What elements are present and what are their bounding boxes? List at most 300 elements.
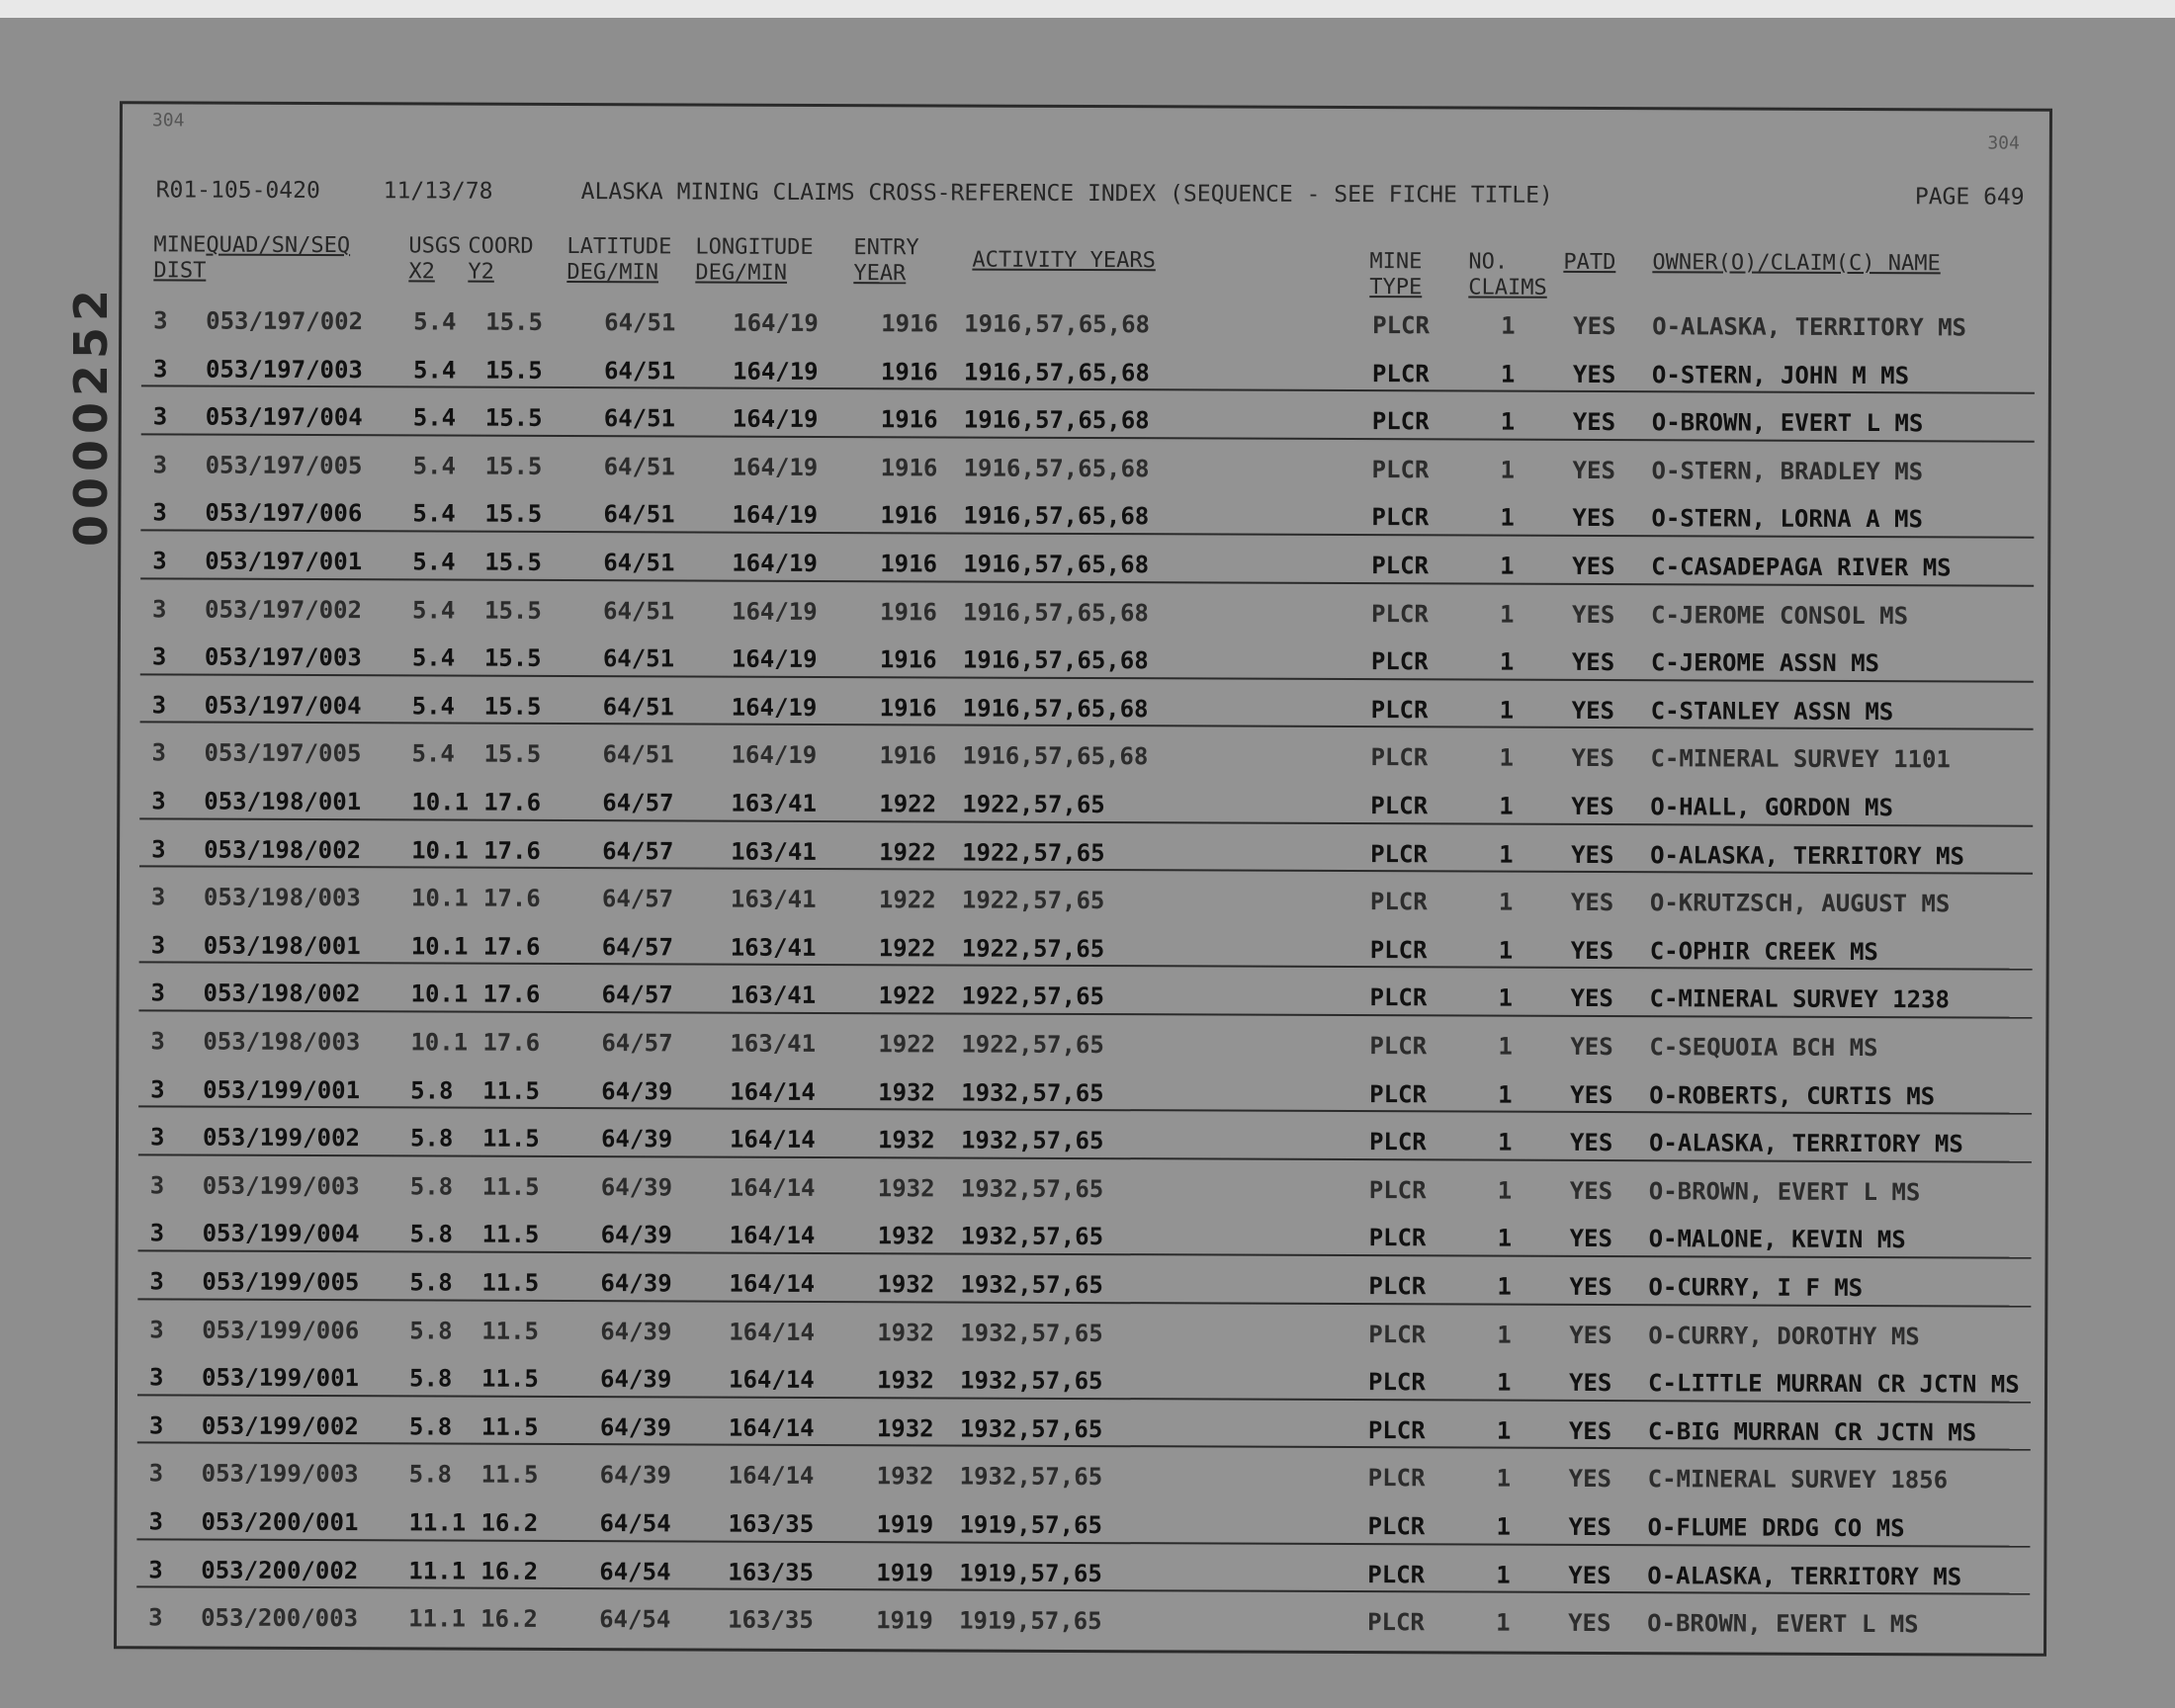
- cell-lat: 64/51: [602, 596, 675, 626]
- cell-lon: 164/14: [730, 1077, 816, 1106]
- cell-owner: O-ALASKA, TERRITORY MS: [1647, 1561, 1962, 1591]
- column-header-lon: [695, 234, 813, 286]
- cell-lat: 64/51: [603, 500, 675, 529]
- cell-lon: 164/14: [729, 1318, 815, 1346]
- cell-x2: 10.1: [410, 884, 469, 912]
- cell-act: 1916,57,65,68: [962, 741, 1149, 771]
- cell-lat: 64/51: [602, 692, 674, 722]
- cell-y2: 11.5: [481, 1221, 540, 1249]
- cell-type: PLCR: [1367, 1368, 1426, 1397]
- cell-x2: 5.8: [409, 1172, 454, 1201]
- cell-act: 1916,57,65,68: [964, 309, 1151, 339]
- cell-year: 1916: [881, 309, 939, 338]
- cell-lon: 164/19: [732, 501, 819, 530]
- cell-quad: 053/199/001: [203, 1075, 361, 1104]
- side-id-label: [61, 283, 121, 548]
- cell-quad: 053/198/002: [203, 979, 361, 1008]
- cell-year: 1916: [879, 597, 937, 627]
- cell-claims: 1: [1499, 696, 1515, 725]
- cell-claims: 1: [1500, 360, 1516, 388]
- cell-lon: 164/19: [733, 308, 819, 337]
- cell-act: 1916,57,65,68: [962, 645, 1149, 675]
- cell-y2: 15.5: [483, 643, 542, 673]
- cell-type: PLCR: [1372, 311, 1431, 340]
- cell-lon: 164/19: [731, 597, 818, 626]
- cell-lon: 164/14: [729, 1125, 816, 1154]
- cell-quad: 053/200/003: [201, 1603, 359, 1633]
- table-row: [117, 1497, 2049, 1553]
- cell-type: PLCR: [1370, 599, 1429, 628]
- cell-owner: C-MINERAL SURVEY 1856: [1647, 1465, 1949, 1494]
- cell-dist: 3: [148, 1603, 163, 1632]
- cell-lon: 163/35: [728, 1558, 815, 1586]
- column-header-type: [1369, 249, 1422, 300]
- cell-claims: 1: [1496, 1608, 1511, 1637]
- cell-dist: 3: [152, 498, 167, 527]
- cell-dist: 3: [152, 354, 168, 384]
- cell-y2: 16.2: [480, 1604, 538, 1634]
- cell-x2: 5.8: [409, 1220, 454, 1248]
- cell-owner: C-LITTLE MURRAN CR JCTN MS: [1647, 1369, 2020, 1399]
- cell-x2: 11.1: [408, 1604, 466, 1633]
- cell-owner: C-SEQUOIA BCH MS: [1649, 1033, 1878, 1063]
- cell-lat: 64/51: [603, 549, 675, 577]
- cell-type: PLCR: [1371, 552, 1430, 580]
- cell-dist: 3: [150, 931, 166, 960]
- column-header-line2: PATD: [1563, 249, 1616, 276]
- cell-lat: 64/51: [603, 404, 676, 433]
- cell-act: 1919,57,65: [959, 1510, 1103, 1540]
- cell-act: 1922,57,65: [961, 934, 1105, 963]
- cell-x2: 5.4: [412, 355, 457, 384]
- cell-dist: 3: [151, 594, 167, 624]
- cell-patd: YES: [1571, 648, 1615, 677]
- cell-lon: 164/19: [731, 644, 818, 674]
- cell-dist: 3: [151, 834, 166, 864]
- table-row: [121, 489, 2053, 545]
- cell-lon: 164/14: [729, 1222, 816, 1250]
- cell-patd: YES: [1568, 1416, 1612, 1445]
- cell-lat: 64/57: [602, 789, 674, 817]
- cell-dist: 3: [149, 1219, 165, 1247]
- cell-quad: 053/197/001: [205, 547, 363, 576]
- cell-quad: 053/197/005: [205, 451, 363, 479]
- table-row: [120, 777, 2052, 832]
- cell-patd: YES: [1568, 1512, 1611, 1542]
- cell-type: PLCR: [1367, 1415, 1426, 1445]
- table-row: [120, 873, 2052, 928]
- cell-dist: 3: [150, 883, 166, 911]
- cell-owner: O-MALONE, KEVIN MS: [1648, 1225, 1906, 1254]
- cell-owner: C-JEROME ASSN MS: [1650, 648, 1880, 678]
- cell-claims: 1: [1499, 744, 1514, 773]
- cell-dist: 3: [148, 1555, 163, 1584]
- cell-year: 1932: [876, 1366, 934, 1395]
- cell-dist: 3: [152, 547, 167, 575]
- cell-patd: YES: [1570, 1080, 1613, 1109]
- cell-patd: YES: [1571, 744, 1614, 773]
- cell-x2: 11.1: [408, 1556, 467, 1585]
- cell-lon: 163/41: [731, 837, 817, 866]
- cell-patd: YES: [1569, 1321, 1612, 1349]
- column-header-y2: [468, 234, 533, 286]
- cell-x2: 11.1: [408, 1508, 467, 1537]
- column-header-quad: [206, 233, 350, 260]
- cell-y2: 11.5: [480, 1364, 539, 1394]
- cell-x2: 5.8: [408, 1412, 453, 1441]
- cell-lon: 164/19: [732, 404, 819, 434]
- cell-y2: 11.5: [482, 1076, 541, 1105]
- cell-quad: 053/199/002: [201, 1411, 359, 1440]
- side-id-text: 0000252: [64, 283, 118, 548]
- cell-lat: 64/51: [602, 740, 674, 769]
- cell-patd: YES: [1570, 889, 1614, 917]
- cell-x2: 5.4: [412, 403, 457, 432]
- cell-claims: 1: [1497, 1225, 1513, 1253]
- cell-patd: YES: [1569, 1225, 1613, 1253]
- cell-dist: 3: [151, 691, 167, 720]
- cell-lat: 64/57: [602, 836, 674, 866]
- cell-act: 1916,57,65,68: [962, 694, 1149, 724]
- cell-act: 1932,57,65: [961, 1078, 1104, 1107]
- cell-year: 1919: [876, 1510, 934, 1539]
- cell-lat: 64/39: [600, 1221, 672, 1249]
- cell-claims: 1: [1498, 1080, 1513, 1109]
- cell-year: 1922: [878, 886, 936, 914]
- column-header-owner: [1652, 250, 1941, 277]
- cell-y2: 11.5: [481, 1317, 540, 1345]
- cell-year: 1916: [880, 501, 938, 530]
- cell-dist: 3: [152, 402, 168, 431]
- cell-lon: 163/41: [730, 1029, 817, 1058]
- cell-x2: 10.1: [411, 835, 469, 865]
- cell-claims: 1: [1499, 647, 1515, 676]
- cell-y2: 11.5: [481, 1124, 540, 1153]
- cell-lat: 64/51: [603, 452, 675, 481]
- cell-patd: YES: [1570, 936, 1614, 965]
- cell-owner: O-BROWN, EVERT L MS: [1648, 1176, 1921, 1207]
- cell-y2: 17.6: [482, 981, 541, 1009]
- cell-type: PLCR: [1369, 935, 1428, 965]
- cell-lon: 164/14: [729, 1173, 816, 1202]
- cell-lat: 64/39: [599, 1412, 672, 1442]
- cell-y2: 17.6: [482, 884, 541, 913]
- cell-x2: 5.4: [412, 548, 456, 576]
- cell-quad: 053/199/003: [202, 1171, 360, 1200]
- cell-year: 1916: [880, 357, 938, 386]
- cell-x2: 5.8: [409, 1124, 454, 1153]
- cell-dist: 3: [148, 1459, 164, 1488]
- cell-lon: 164/14: [728, 1413, 815, 1442]
- cell-dist: 3: [149, 1171, 165, 1200]
- table-row: [119, 1161, 2051, 1217]
- cell-claims: 1: [1496, 1561, 1511, 1589]
- cell-year: 1922: [879, 837, 936, 867]
- cell-y2: 16.2: [480, 1557, 539, 1585]
- column-header-line1: MINE: [153, 232, 207, 258]
- table-row: [120, 921, 2052, 977]
- cell-lat: 64/54: [599, 1509, 671, 1538]
- cell-year: 1932: [877, 1270, 935, 1299]
- cell-dist: 3: [149, 1363, 164, 1392]
- cell-year: 1919: [876, 1606, 933, 1635]
- table-row: [121, 585, 2053, 640]
- cell-patd: YES: [1569, 1272, 1612, 1302]
- cell-dist: 3: [148, 1411, 164, 1440]
- cell-lat: 64/57: [601, 1029, 673, 1058]
- column-header-line2: QUAD/SN/SEQ: [206, 232, 351, 259]
- cell-quad: 053/199/003: [201, 1459, 359, 1489]
- cell-owner: O-CURRY, DOROTHY MS: [1648, 1321, 1920, 1350]
- cell-patd: YES: [1572, 456, 1616, 484]
- cell-quad: 053/197/002: [206, 306, 364, 336]
- cell-quad: 053/199/002: [202, 1123, 360, 1153]
- column-header-line1: NO.: [1468, 249, 1509, 275]
- cell-patd: YES: [1571, 792, 1614, 821]
- cell-quad: 053/197/005: [204, 738, 362, 768]
- cell-lat: 64/39: [599, 1461, 671, 1490]
- cell-owner: C-OPHIR CREEK MS: [1649, 936, 1878, 966]
- cell-act: 1932,57,65: [960, 1222, 1104, 1251]
- cell-quad: 053/199/004: [202, 1219, 360, 1248]
- cell-type: PLCR: [1371, 503, 1430, 532]
- cell-year: 1922: [879, 790, 937, 818]
- cell-dist: 3: [149, 1267, 164, 1296]
- cell-patd: YES: [1570, 1032, 1613, 1062]
- table-row: [122, 297, 2054, 352]
- report-id: R01-105-0420: [155, 177, 320, 205]
- cell-owner: O-KRUTZSCH, AUGUST MS: [1649, 889, 1951, 918]
- cell-patd: YES: [1571, 840, 1614, 869]
- cell-claims: 1: [1498, 1032, 1513, 1061]
- cell-lat: 64/39: [600, 1125, 673, 1153]
- table-row: [119, 1066, 2051, 1121]
- cell-claims: 1: [1496, 1416, 1512, 1445]
- cell-lat: 64/57: [601, 932, 674, 962]
- cell-act: 1922,57,65: [962, 790, 1105, 819]
- cell-year: 1932: [877, 1174, 935, 1203]
- cell-dist: 3: [150, 979, 166, 1007]
- column-header-line2: TYPE: [1369, 275, 1423, 300]
- cell-lat: 64/51: [603, 356, 676, 385]
- cell-lat: 64/51: [604, 308, 676, 337]
- cell-quad: 053/197/002: [204, 595, 363, 624]
- table-row: [119, 1017, 2051, 1072]
- cell-y2: 11.5: [480, 1461, 539, 1490]
- cell-year: 1916: [879, 741, 937, 770]
- cell-act: 1922,57,65: [961, 1030, 1104, 1060]
- cell-lon: 164/14: [728, 1365, 815, 1395]
- cell-claims: 1: [1498, 936, 1514, 965]
- cell-x2: 5.4: [412, 452, 457, 480]
- cell-lon: 163/41: [731, 789, 818, 817]
- table-row: [120, 729, 2052, 785]
- cell-patd: YES: [1571, 696, 1615, 725]
- cell-x2: 10.1: [411, 788, 470, 816]
- cell-year: 1916: [880, 550, 938, 578]
- cell-patd: YES: [1571, 600, 1615, 629]
- cell-year: 1916: [879, 694, 937, 723]
- cell-x2: 5.8: [408, 1364, 453, 1393]
- cell-lat: 64/39: [600, 1269, 672, 1298]
- cell-quad: 053/198/001: [204, 787, 362, 816]
- cell-type: PLCR: [1368, 1272, 1427, 1301]
- table-row: [118, 1450, 2050, 1505]
- table-row: [120, 825, 2052, 881]
- cell-lat: 64/57: [601, 981, 673, 1009]
- column-header-line2: OWNER(O)/CLAIM(C) NAME: [1652, 250, 1941, 277]
- cell-dist: 3: [149, 1123, 165, 1152]
- column-header-line2: ACTIVITY YEARS: [972, 247, 1156, 274]
- cell-patd: YES: [1572, 504, 1615, 533]
- cell-type: PLCR: [1370, 695, 1429, 725]
- cell-lat: 64/39: [600, 1172, 673, 1202]
- cell-act: 1932,57,65: [960, 1270, 1103, 1300]
- table-row: [117, 1593, 2049, 1649]
- cell-lon: 163/41: [730, 933, 817, 962]
- cell-y2: 11.5: [481, 1172, 540, 1201]
- cell-y2: 17.6: [482, 932, 541, 961]
- column-header-line2: DEG/MIN: [566, 259, 659, 286]
- cell-quad: 053/197/006: [205, 498, 363, 528]
- cell-owner: O-STERN, BRADLEY MS: [1651, 457, 1924, 486]
- cell-y2: 15.5: [484, 548, 543, 576]
- cell-dist: 3: [148, 1507, 164, 1536]
- cell-act: 1922,57,65: [962, 838, 1105, 867]
- cell-dist: 3: [149, 1315, 164, 1344]
- column-header-claims: [1468, 249, 1547, 300]
- cell-y2: 11.5: [480, 1412, 539, 1441]
- cell-lon: 164/19: [732, 549, 818, 577]
- cell-y2: 15.5: [483, 596, 542, 625]
- cell-type: PLCR: [1367, 1512, 1426, 1541]
- cell-type: PLCR: [1371, 407, 1430, 436]
- cell-claims: 1: [1497, 1128, 1513, 1156]
- table-row: [122, 392, 2054, 448]
- cell-claims: 1: [1499, 840, 1514, 869]
- corner-mark-right: 304: [1987, 132, 2020, 154]
- column-header-line2: DEG/MIN: [695, 260, 788, 286]
- cell-type: PLCR: [1368, 1128, 1427, 1156]
- report-title: ALASKA MINING CLAIMS CROSS-REFERENCE INDEX (SEQUENCE - SEE FICHE TITLE): [580, 179, 1553, 209]
- report-header: [156, 177, 2025, 214]
- cell-x2: 5.8: [408, 1460, 453, 1489]
- cell-year: 1922: [878, 934, 936, 963]
- cell-type: PLCR: [1369, 888, 1428, 916]
- cell-type: PLCR: [1370, 839, 1428, 868]
- column-header-patd: [1563, 250, 1615, 276]
- cell-quad: 053/198/003: [203, 883, 361, 912]
- cell-x2: 10.1: [410, 980, 469, 1009]
- table-row: [118, 1306, 2050, 1361]
- cell-claims: 1: [1499, 792, 1514, 820]
- cell-dist: 3: [151, 738, 166, 767]
- cell-x2: 10.1: [410, 1028, 469, 1057]
- table-row: [119, 970, 2051, 1025]
- cell-x2: 5.4: [411, 692, 456, 721]
- cell-claims: 1: [1496, 1368, 1512, 1397]
- cell-claims: 1: [1500, 552, 1515, 580]
- cell-lon: 164/14: [728, 1462, 815, 1491]
- table-row: [118, 1402, 2050, 1457]
- cell-quad: 053/199/005: [202, 1267, 360, 1297]
- cell-act: 1916,57,65,68: [962, 598, 1149, 627]
- cell-year: 1932: [876, 1462, 934, 1491]
- cell-type: PLCR: [1371, 359, 1430, 387]
- cell-dist: 3: [152, 451, 168, 479]
- cell-act: 1919,57,65: [959, 1559, 1102, 1587]
- cell-patd: YES: [1569, 1176, 1613, 1205]
- table-row: [121, 633, 2053, 688]
- cell-dist: 3: [151, 642, 167, 671]
- cell-owner: C-JEROME CONSOL MS: [1650, 600, 1909, 630]
- cell-type: PLCR: [1367, 1560, 1426, 1588]
- cell-owner: O-ROBERTS, CURTIS MS: [1649, 1080, 1936, 1110]
- cell-year: 1932: [878, 1077, 936, 1107]
- scan-top-border: [0, 0, 2175, 18]
- cell-type: PLCR: [1369, 1032, 1428, 1061]
- cell-lat: 64/54: [599, 1557, 671, 1585]
- cell-claims: 1: [1498, 984, 1514, 1013]
- cell-act: 1932,57,65: [960, 1174, 1104, 1203]
- column-header-line1: LONGITUDE: [695, 234, 814, 260]
- cell-y2: 15.5: [484, 452, 543, 480]
- cell-owner: O-ALASKA, TERRITORY MS: [1648, 1129, 1963, 1158]
- cell-quad: 053/200/001: [201, 1507, 359, 1537]
- cell-claims: 1: [1497, 1176, 1513, 1205]
- cell-lat: 64/39: [600, 1317, 672, 1345]
- cell-dist: 3: [151, 787, 166, 815]
- cell-claims: 1: [1499, 600, 1515, 629]
- cell-patd: YES: [1568, 1609, 1611, 1638]
- cell-claims: 1: [1497, 1321, 1512, 1349]
- column-header-line1: ENTRY: [853, 235, 919, 261]
- page-number: PAGE 649: [1914, 184, 2025, 211]
- cell-year: 1919: [876, 1558, 934, 1587]
- cell-lon: 163/41: [730, 885, 817, 914]
- cell-lon: 164/19: [732, 357, 819, 385]
- cell-owner: C-MINERAL SURVEY 1238: [1649, 984, 1951, 1014]
- cell-patd: YES: [1573, 311, 1616, 341]
- table-row: [119, 1113, 2051, 1168]
- cell-quad: 053/197/004: [205, 402, 363, 432]
- cell-year: 1916: [879, 645, 937, 674]
- report-date: 11/13/78: [383, 178, 493, 205]
- cell-act: 1916,57,65,68: [963, 550, 1150, 579]
- cell-act: 1916,57,65,68: [963, 501, 1150, 531]
- cell-type: PLCR: [1370, 792, 1429, 820]
- cell-y2: 15.5: [484, 356, 543, 384]
- cell-x2: 5.4: [411, 739, 455, 768]
- cell-patd: YES: [1569, 1129, 1613, 1157]
- table-row: [119, 1210, 2051, 1265]
- cell-type: PLCR: [1371, 455, 1430, 484]
- cell-lat: 64/51: [602, 644, 675, 673]
- cell-x2: 5.8: [409, 1268, 453, 1297]
- cell-quad: 053/200/002: [201, 1556, 359, 1584]
- cell-x2: 5.8: [409, 1316, 453, 1345]
- cell-year: 1922: [878, 982, 936, 1010]
- cell-year: 1932: [877, 1126, 935, 1154]
- cell-type: PLCR: [1369, 983, 1428, 1012]
- cell-lon: 164/19: [731, 741, 818, 770]
- cell-y2: 15.5: [484, 500, 543, 529]
- cell-quad: 053/198/002: [204, 835, 362, 864]
- cell-type: PLCR: [1368, 1320, 1427, 1348]
- table-row: [118, 1353, 2050, 1409]
- cell-claims: 1: [1498, 888, 1514, 916]
- cell-year: 1916: [880, 454, 938, 482]
